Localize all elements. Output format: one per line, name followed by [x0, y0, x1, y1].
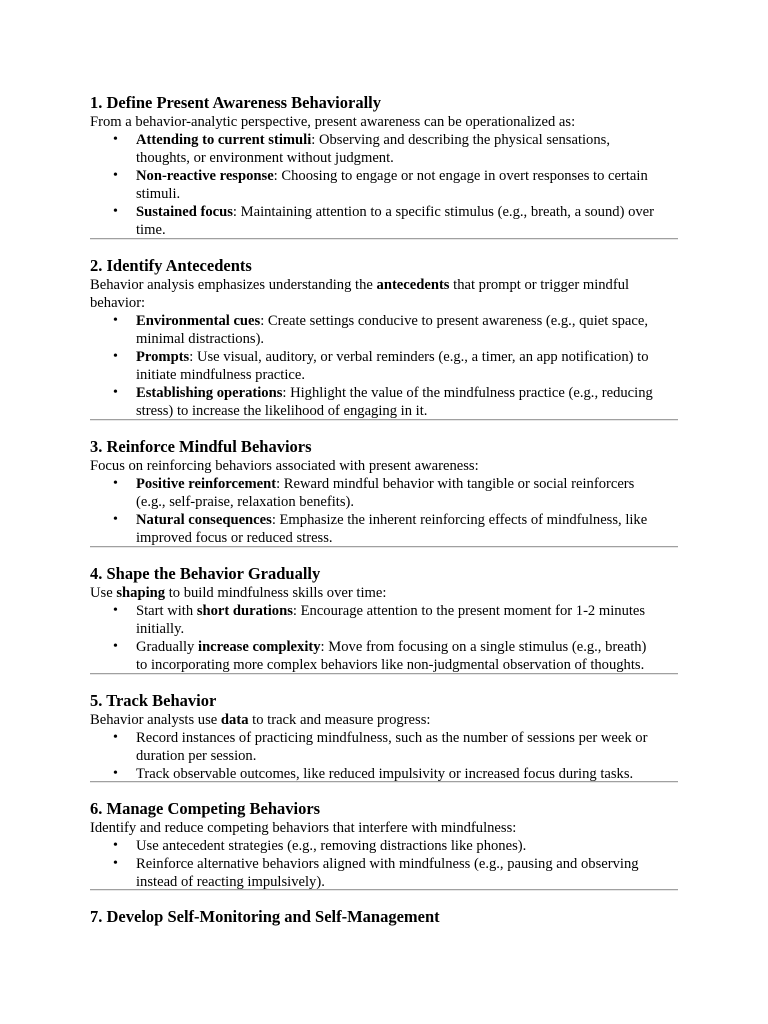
- section-1-bullet-3-line-2: time.: [136, 222, 166, 238]
- bullet-icon: •: [113, 512, 118, 527]
- section-3-bullet-1-line-2: (e.g., self-praise, relaxation benefits).: [136, 494, 355, 510]
- section-2-intro-line-2: behavior:: [90, 295, 146, 311]
- bullet-icon: •: [113, 313, 118, 328]
- section-divider: [90, 889, 678, 891]
- section-divider: [90, 419, 678, 421]
- section-3-bullet-2-line-1: Natural consequences: Emphasize the inherent reinforcing effects of mindfulness, like: [136, 512, 648, 528]
- bullet-icon: •: [113, 639, 118, 654]
- section-5-bullet-1-line-2: duration per session.: [136, 748, 257, 764]
- section-4-intro-line-1: Use shaping to build mindfulness skills over time:: [90, 585, 387, 601]
- section-6-bullet-2-line-2: instead of reacting impulsively).: [136, 874, 325, 890]
- section-2-bullet-1-line-1: Environmental cues: Create settings conducive to present awareness (e.g., quiet space,: [136, 313, 649, 329]
- bullet-icon: •: [113, 385, 118, 400]
- bullet-icon: •: [113, 349, 118, 364]
- section-5-bullet-1-line-1: Record instances of practicing mindfulness, such as the number of sessions per week or: [136, 730, 648, 746]
- bullet-icon: •: [113, 730, 118, 745]
- section-1-bullet-2-line-1: Non-reactive response: Choosing to engage or not engage in overt responses to certain: [136, 168, 648, 184]
- section-3-bullet-1-line-1: Positive reinforcement: Reward mindful behavior with tangible or social reinforcers: [136, 476, 635, 492]
- section-6-intro-line-1: Identify and reduce competing behaviors that interfere with mindfulness:: [90, 820, 517, 836]
- bullet-icon: •: [113, 856, 118, 871]
- section-4-bullet-1-line-2: initially.: [136, 621, 185, 637]
- bullet-icon: •: [113, 603, 118, 618]
- bullet-icon: •: [113, 204, 118, 219]
- section-7-heading: 7. Develop Self-Monitoring and Self-Management: [90, 907, 440, 926]
- section-1-bullet-3-line-1: Sustained focus: Maintaining attention to a specific stimulus (e.g., breath, a sound) over: [136, 204, 655, 220]
- section-5-bullet-2-line-1: Track observable outcomes, like reduced impulsivity or increased focus during tasks.: [136, 766, 634, 782]
- section-1-bullet-2-line-2: stimuli.: [136, 186, 181, 202]
- section-divider: [90, 781, 678, 783]
- section-2-bullet-2-line-2: initiate mindfulness practice.: [136, 367, 305, 383]
- section-1-intro-line-1: From a behavior-analytic perspective, present awareness can be operationalized as:: [90, 114, 576, 130]
- bullet-icon: •: [113, 168, 118, 183]
- section-1-bullet-1-line-1: Attending to current stimuli: Observing and describing the physical sensations,: [136, 132, 610, 148]
- bullet-icon: •: [113, 766, 118, 781]
- section-1-heading: 1. Define Present Awareness Behaviorally: [90, 93, 382, 112]
- section-2-heading: 2. Identify Antecedents: [90, 256, 252, 275]
- section-2-intro-line-1: Behavior analysis emphasizes understanding the antecedents that prompt or trigger mindful: [90, 277, 630, 293]
- section-divider: [90, 546, 678, 548]
- section-3-bullet-2-line-2: improved focus or reduced stress.: [136, 530, 333, 546]
- section-4-heading: 4. Shape the Behavior Gradually: [90, 564, 321, 583]
- section-2-bullet-3-line-1: Establishing operations: Highlight the value of the mindfulness practice (e.g., reducing: [136, 385, 653, 401]
- section-6-bullet-2-line-1: Reinforce alternative behaviors aligned with mindfulness (e.g., pausing and observing: [136, 856, 639, 872]
- section-5-heading: 5. Track Behavior: [90, 691, 217, 710]
- section-2-bullet-2-line-1: Prompts: Use visual, auditory, or verbal reminders (e.g., a timer, an app notification) to: [136, 349, 649, 365]
- section-4-bullet-2-line-2: to incorporating more complex behaviors like non-judgmental observation of thoughts.: [136, 657, 645, 673]
- bullet-icon: •: [113, 838, 118, 853]
- section-divider: [90, 673, 678, 675]
- section-6-heading: 6. Manage Competing Behaviors: [90, 799, 321, 818]
- section-4-bullet-2-line-1: Gradually increase complexity: Move from focusing on a single stimulus (e.g., breath): [136, 639, 647, 655]
- section-4-bullet-1-line-1: Start with short durations: Encourage attention to the present moment for 1-2 minutes: [136, 603, 646, 619]
- bullet-icon: •: [113, 132, 118, 147]
- section-divider: [90, 238, 678, 240]
- section-3-heading: 3. Reinforce Mindful Behaviors: [90, 437, 312, 456]
- section-5-intro-line-1: Behavior analysts use data to track and measure progress:: [90, 712, 431, 728]
- section-2-bullet-3-line-2: stress) to increase the likelihood of engaging in it.: [136, 403, 428, 419]
- section-3-intro-line-1: Focus on reinforcing behaviors associated with present awareness:: [90, 458, 479, 474]
- section-6-bullet-1-line-1: Use antecedent strategies (e.g., removing distractions like phones).: [136, 838, 527, 854]
- bullet-icon: •: [113, 476, 118, 491]
- section-1-bullet-1-line-2: thoughts, or environment without judgment.: [136, 150, 394, 166]
- section-2-bullet-1-line-2: minimal distractions).: [136, 331, 265, 347]
